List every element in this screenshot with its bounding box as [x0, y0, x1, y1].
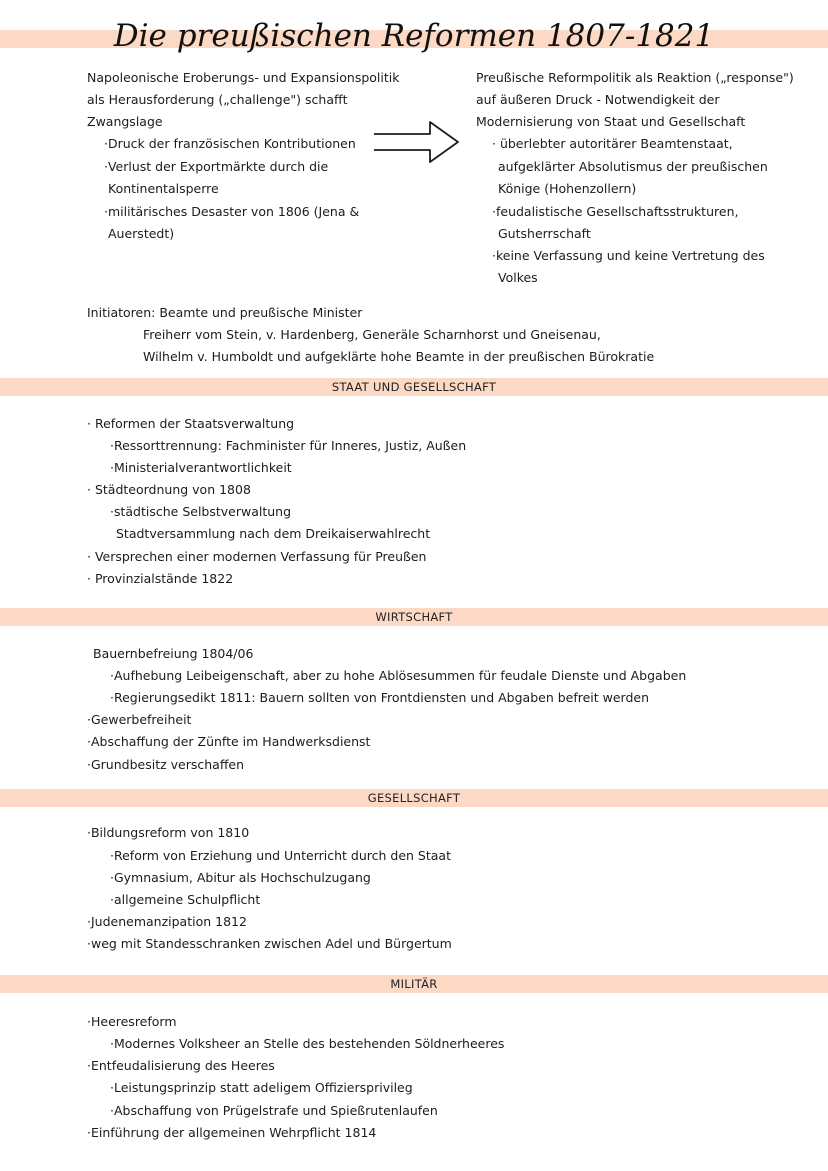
initiators-line: Wilhelm v. Humboldt und aufgeklärte hohe Beamte in der preußischen Bürokratie [143, 349, 655, 364]
list-item: ·städtische Selbstverwaltung [110, 504, 292, 519]
intro-left-line: als Herausforderung („challenge") schafft [87, 92, 348, 107]
list-item: ·Bildungsreform von 1810 [87, 825, 250, 840]
list-item: · Städteordnung von 1808 [87, 482, 251, 497]
list-item: ·weg mit Standesschranken zwischen Adel und Bürgertum [87, 936, 452, 951]
intro-right-line: Könige (Hohenzollern) [498, 181, 637, 196]
list-item: ·Gymnasium, Abitur als Hochschulzugang [110, 870, 371, 885]
initiators-line: Freiherr vom Stein, v. Hardenberg, Generäle Scharnhorst und Gneisenau, [143, 327, 601, 342]
list-item: ·Aufhebung Leibeigenschaft, aber zu hohe Ablösesummen für feudale Dienste und Abgaben [110, 668, 687, 683]
list-item: Stadtversammlung nach dem Dreikaiserwahlrecht [116, 526, 431, 541]
list-item: · Versprechen einer modernen Verfassung für Preußen [87, 549, 427, 564]
section-heading-gesellschaft: GESELLSCHAFT [367, 791, 461, 805]
list-item: ·Grundbesitz verschaffen [87, 757, 245, 772]
intro-left-line: Kontinentalsperre [108, 181, 219, 196]
list-item: ·Ressorttrennung: Fachminister für Inneres, Justiz, Außen [110, 438, 467, 453]
list-item: ·Heeresreform [87, 1014, 177, 1029]
list-item: ·Leistungsprinzip statt adeligem Offiziersprivileg [110, 1080, 413, 1095]
list-item: ·Gewerbefreiheit [87, 712, 192, 727]
list-item: ·Einführung der allgemeinen Wehrpflicht 1814 [87, 1125, 377, 1140]
intro-left-line: Zwangslage [87, 114, 163, 129]
intro-right-line: Gutsherrschaft [498, 226, 591, 241]
list-item: ·Entfeudalisierung des Heeres [87, 1058, 275, 1073]
section-heading-wirtschaft: WIRTSCHAFT [375, 610, 453, 624]
arrow-right-icon [372, 118, 462, 166]
intro-right-line: Modernisierung von Staat und Gesellschaft [476, 114, 746, 129]
intro-right-line: Volkes [498, 270, 538, 285]
intro-right-line: auf äußeren Druck - Notwendigkeit der [476, 92, 720, 107]
intro-left-line: Auerstedt) [108, 226, 175, 241]
list-item: · Reformen der Staatsverwaltung [87, 416, 295, 431]
intro-right-line: aufgeklärter Absolutismus der preußischen [498, 159, 768, 174]
list-item: ·Abschaffung der Zünfte im Handwerksdienst [87, 734, 371, 749]
intro-right-line: ·keine Verfassung und keine Vertretung des [492, 248, 765, 263]
intro-left-line: ·militärisches Desaster von 1806 (Jena & [104, 204, 360, 219]
intro-right-line: ·feudalistische Gesellschaftsstrukturen, [492, 204, 739, 219]
initiators-line: Initiatoren: Beamte und preußische Minister [87, 305, 363, 320]
intro-right-line: · überlebter autoritärer Beamtenstaat, [492, 136, 733, 151]
list-item: ·Abschaffung von Prügelstrafe und Spießrutenlaufen [110, 1103, 438, 1118]
list-item: ·Modernes Volksheer an Stelle des bestehenden Söldnerheeres [110, 1036, 505, 1051]
intro-left-line: Napoleonische Eroberungs- und Expansionspolitik [87, 70, 400, 85]
intro-left-line: ·Verlust der Exportmärkte durch die [104, 159, 329, 174]
list-item: ·allgemeine Schulpflicht [110, 892, 261, 907]
list-item: · Provinzialstände 1822 [87, 571, 234, 586]
list-item: ·Reform von Erziehung und Unterricht durch den Staat [110, 848, 451, 863]
list-item: ·Regierungsedikt 1811: Bauern sollten von Frontdiensten und Abgaben befreit werden [110, 690, 650, 705]
intro-left-line: ·Druck der französischen Kontributionen [104, 136, 356, 151]
section-heading-militaer: MILITÄR [390, 977, 438, 991]
list-item: ·Ministerialverantwortlichkeit [110, 460, 292, 475]
list-item: ·Judenemanzipation 1812 [87, 914, 247, 929]
list-item: Bauernbefreiung 1804/06 [93, 646, 254, 661]
intro-right-line: Preußische Reformpolitik als Reaktion („response") [476, 70, 794, 85]
page-title: Die preußischen Reformen 1807-1821 [113, 18, 715, 54]
section-heading-staat-und-gesellschaft: STAAT UND GESELLSCHAFT [331, 380, 497, 394]
